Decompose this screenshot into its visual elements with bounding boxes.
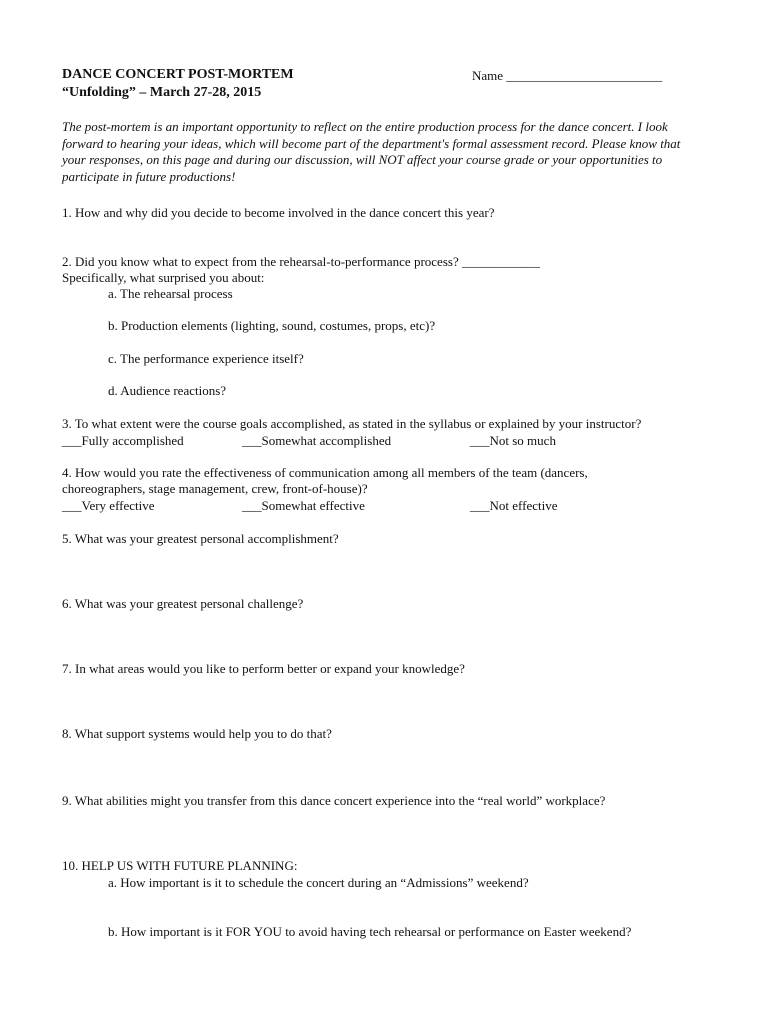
question-10-heading: 10. HELP US WITH FUTURE PLANNING:	[62, 858, 298, 873]
question-2: 2. Did you know what to expect from the rehearsal-to-performance process? ____________	[62, 254, 540, 269]
q3-option-fully[interactable]: ___Fully accomplished	[62, 433, 184, 448]
question-2d: d. Audience reactions?	[108, 383, 227, 398]
q4-option-not[interactable]: ___Not effective	[470, 498, 558, 513]
question-3: 3. To what extent were the course goals accomplished, as stated in the syllabus or explained by your instructor?	[62, 416, 642, 431]
question-2b: b. Production elements (lighting, sound, costumes, props, etc)?	[108, 318, 436, 333]
question-6: 6. What was your greatest personal challenge?	[62, 596, 304, 611]
document-subtitle: “Unfolding” – March 27-28, 2015	[62, 85, 262, 100]
question-10a: a. How important is it to schedule the concert during an “Admissions” weekend?	[108, 875, 529, 890]
q3-option-somewhat[interactable]: ___Somewhat accomplished	[242, 433, 392, 448]
q4-option-somewhat[interactable]: ___Somewhat effective	[242, 498, 365, 513]
question-2c: c. The performance experience itself?	[108, 351, 304, 366]
question-1: 1. How and why did you decide to become involved in the dance concert this year?	[62, 205, 495, 220]
question-2a: a. The rehearsal process	[108, 286, 233, 301]
question-5: 5. What was your greatest personal accomplishment?	[62, 531, 339, 546]
question-10b: b. How important is it FOR YOU to avoid having tech rehearsal or performance on Easter weekend?	[108, 924, 632, 939]
question-4-line2: choreographers, stage management, crew, front-of-house)?	[62, 481, 368, 496]
name-field[interactable]: Name ________________________	[472, 68, 663, 83]
q4-option-very[interactable]: ___Very effective	[62, 498, 155, 513]
question-7: 7. In what areas would you like to perform better or expand your knowledge?	[62, 661, 465, 676]
intro-paragraph: The post-mortem is an important opportunity to reflect on the entire production process for the dance concert. I look forward to hearing your ideas, which will become part of the department's formal assessment record. Please know that your responses, on this page and during our discussion, will NOT affect your course grade or your opportunities to participate in future productions!	[62, 119, 681, 184]
question-8: 8. What support systems would help you to do that?	[62, 726, 332, 741]
question-4-line1: 4. How would you rate the effectiveness of communication among all members of the team (dancers,	[62, 465, 588, 480]
q3-option-not-so-much[interactable]: ___Not so much	[470, 433, 556, 448]
question-2-specifically: Specifically, what surprised you about:	[62, 270, 265, 285]
document-title: DANCE CONCERT POST-MORTEM	[62, 67, 294, 82]
question-9: 9. What abilities might you transfer from this dance concert experience into the “real world” workplace?	[62, 793, 606, 808]
